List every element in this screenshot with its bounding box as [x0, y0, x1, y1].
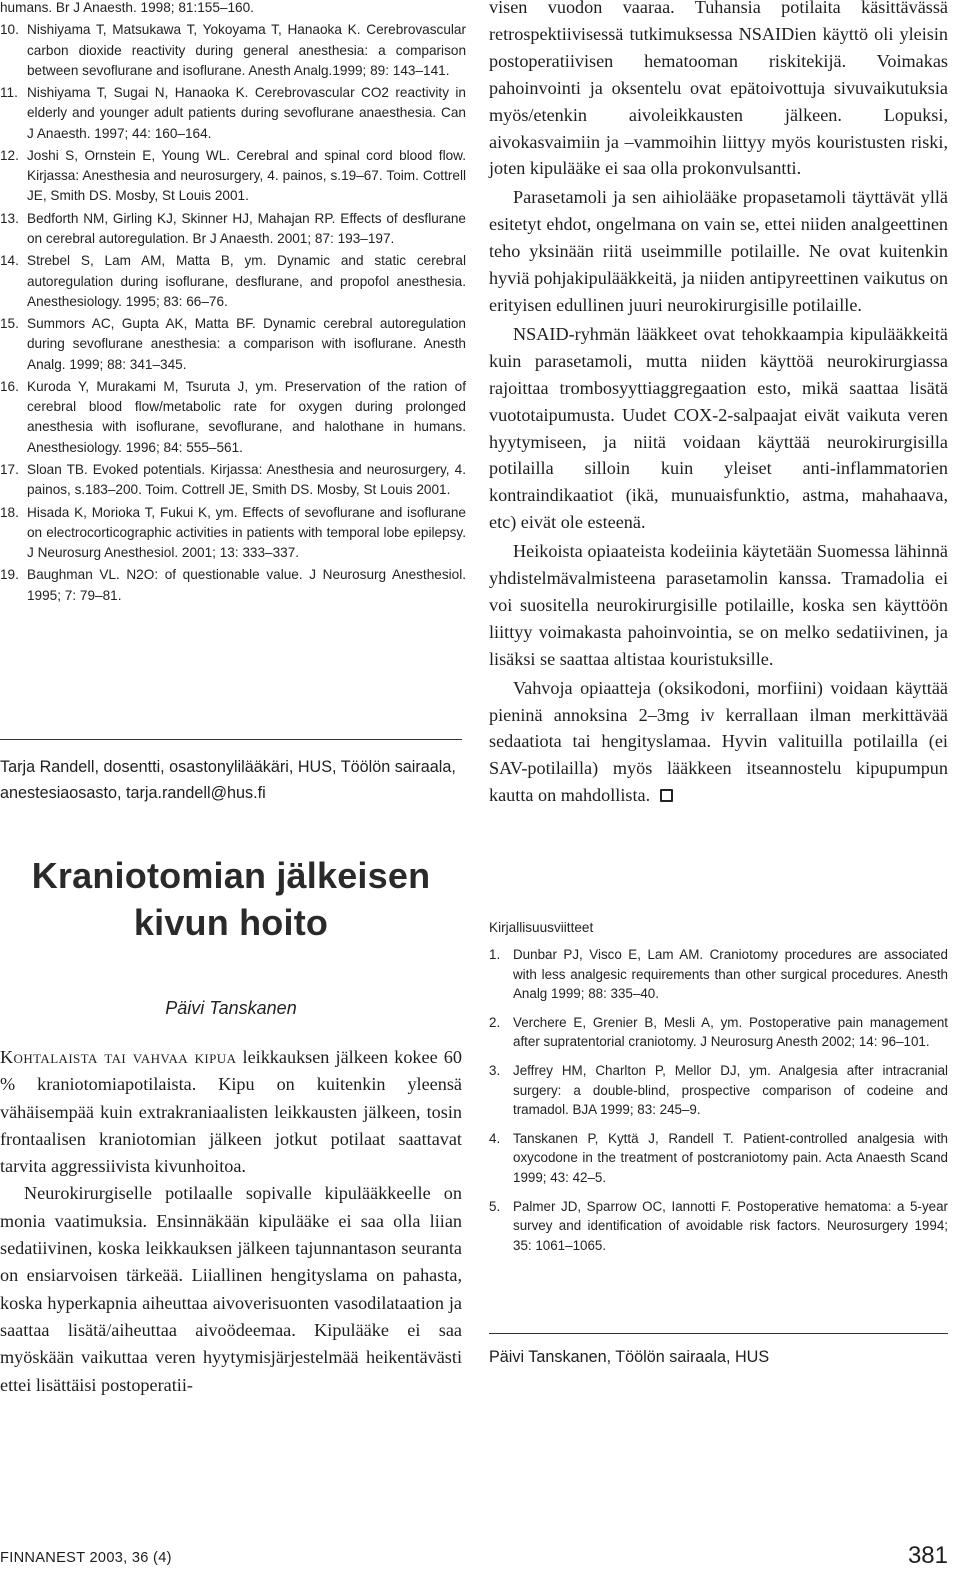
reference-number: 4. [489, 1130, 501, 1146]
reference-number: 15. [0, 316, 19, 332]
reference-item [0, 146, 466, 207]
reference-text: Jeffrey HM, Charlton P, Mellor DJ, ym. Analgesia after intracranial surgery: a double-blind, prospective comparison of codeine and tramadol. BJA 1999; 83: 245–9. [513, 1062, 948, 1118]
author-divider-right [489, 1333, 948, 1334]
reference-item [0, 377, 466, 458]
reference-number: 11. [0, 85, 18, 101]
references-heading: Kirjallisuusviitteet [489, 920, 594, 935]
reference-item [0, 0, 466, 18]
reference-text: Nishiyama T, Matsukawa T, Yokoyama T, Hanaoka K. Cerebrovascular carbon dioxide reactivity during general anesthesia: a comparison between sevoflurane and isoflurane. Anesth Analg.1999; 89: 143–141. [27, 22, 466, 78]
reference-item [0, 209, 466, 249]
reference-text: Tanskanen P, Kyttä J, Randell T. Patient-controlled analgesia with oxycodone in the treatment of postcraniotomy pain. Acta Anaesth Scand 1999; 43: 42–5. [513, 1130, 948, 1185]
reference-number: 19. [0, 567, 19, 583]
reference-number: 12. [0, 147, 19, 163]
body-paragraph-text: Vahvoja opiaatteja (oksikodoni, morfiini) voidaan käyttää pieninä annoksina 2–3mg iv kerrallaan ilman merkittävää sedaatiota tai hengityslamaa. Hyvin valituilla potilailla (ei SAV-potilailla) myös lääkkeen itseannostelu kipupumpun kautta on mahdollista. [489, 677, 948, 806]
body-paragraph: NSAID-ryhmän lääkkeet ovat tehokkaampia kipulääkkeitä kuin parasetamoli, mutta niiden käyttöä neurokirurgiassa rajoittaa trombosyyttiaggregaation esto, mikä saattaa lisätä vuototaipumusta. Uudet COX-2-salpaajat eivät vaikuta veren hyytymiseen, ja niitä voidaan käyttää neurokirurgisilla potilailla silloin kuin yleiset anti-inflammatorien kontraindikaatiot (ikä, munuaisfunktio, astma, mahahaava, etc) eivät ole esteenä. [489, 323, 948, 533]
body-paragraph: Neurokirurgiselle potilaalle sopivalle kipulääkkeelle on monia vaatimuksia. Ensinnäkään kipulääke ei saa olla liian sedatiivinen, koska leikkauksen jälkeen tajunnantason seuranta on ensiarvoisen tärkeää. Liiallinen hengityslama on pahasta, koska hyperkapnia aiheuttaa aivoverisuonten vasodilataation ja saattaa lisätä/aiheuttaa aivoödeemaa. Kipulääke ei saa myöskään vaikuttaa veren hyytymisjärjestelmää heikentävästi ettei lisättäisi postoperatii- [0, 1183, 462, 1395]
reference-item [0, 314, 466, 375]
reference-text: Kuroda Y, Murakami M, Tsuruta J, ym. Preservation of the ration of cerebral blood flow/metabolic rate for oxygen during prolonged anesthesia with isoflurane, sevoflurane, and halothane in humans. Anesthesiology. 1996; 84: 555–561. [27, 378, 466, 455]
article-author: Päivi Tanskanen [165, 998, 297, 1018]
reference-number: 3. [489, 1062, 501, 1078]
reference-text: Strebel S, Lam AM, Matta B, ym. Dynamic and static cerebral autoregulation during isoflurane, desflurane, and propofol anesthesia. Anesthesiology. 1995; 83: 66–76. [27, 253, 466, 309]
reference-text: Hisada K, Morioka T, Fukui K, ym. Effects of sevoflurane and isoflurane on electrocorticographic activities in patients with temporal lobe epilepsy. J Neurosurg Anesthesiol. 2001; 13: 333–337. [27, 504, 466, 560]
reference-item [489, 1129, 948, 1188]
reference-number: 1. [489, 947, 501, 962]
reference-item [0, 503, 466, 564]
author-divider-left [0, 739, 462, 740]
lead-paragraph [0, 1044, 462, 1180]
article-body-right [489, 0, 948, 811]
final-paragraph [489, 675, 948, 810]
end-of-article-icon [660, 789, 673, 802]
reference-text: Verchere E, Grenier B, Mesli A, ym. Postoperative pain management after supratentorial craniotomy. J Neurosurg Anesth 2002; 14: 96–101. [513, 1014, 948, 1050]
reference-number: 14. [0, 253, 19, 269]
reference-item [489, 1197, 948, 1256]
reference-item [0, 460, 466, 500]
reference-number: 17. [0, 461, 19, 477]
reference-item [0, 251, 466, 312]
reference-text: Nishiyama T, Sugai N, Hanaoka K. Cerebrovascular CO2 reactivity in elderly and younger adult patients during sevoflurane anaesthesia. Can J Anaesth. 1997; 44: 160–164. [27, 85, 466, 141]
reference-text: Dunbar PJ, Visco E, Lam AM. Craniotomy procedures are associated with less analgesic requirements than other surgical procedures. Anesth Analg 1999; 88: 335–40. [513, 947, 948, 1002]
reference-item [489, 1013, 948, 1052]
lead-smallcaps: Kohtalaista tai vahvaa kipua [0, 1047, 237, 1067]
reference-text: Palmer JD, Sparrow OC, Iannotti F. Postoperative hematoma: a 5-year survey and identification of avoidable risk factors. Neurosurgery 1994; 35: 1061–1065. [513, 1198, 948, 1253]
journal-footer: FINNANEST 2003, 36 (4) [0, 1550, 172, 1566]
reference-text: Joshi S, Ornstein E, Young WL. Cerebral and spinal cord blood flow. Kirjassa: Anesthesia and neurosurgery, 4. painos, s.19–67. Toim. Cottrell JE, Smith DS. Mosby, St Louis 2001. [27, 147, 466, 204]
page-number: 381 [907, 1542, 948, 1569]
reference-number: 10. [0, 22, 19, 38]
reference-number: 5. [489, 1198, 501, 1214]
reference-item [489, 1061, 948, 1120]
reference-text: Summors AC, Gupta AK, Matta BF. Dynamic cerebral autoregulation during sevoflurane anesthesia: a comparison with isoflurane. Anesth Analg. 1999; 88: 341–345. [27, 316, 466, 372]
reference-number: 2. [489, 1014, 501, 1030]
reference-text: Baughman VL. N2O: of questionable value. J Neurosurg Anesthesiol. 1995; 7: 79–81. [27, 567, 466, 603]
article-body-left [0, 1044, 462, 1399]
body-paragraph: visen vuodon vaaraa. Tuhansia potilaita käsittävässä retrospektiivisessä tutkimuksessa NSAIDien käyttö oli yleisin postoperatiivisen hematooman riskitekijä. Voimakas pahoinvointi ja oksentelu ovat epätoivottuja sivuvaikutuksia myös/etenkin aivoleikkausten jälkeen. Lopuksi, aivokasvaimiin ja –vammoihin liittyy myös kouristusten riski, joten kipulääke ei saa olla prokonvulsantti. [489, 0, 948, 179]
reference-item [0, 83, 466, 144]
article-reference-list [489, 945, 948, 1264]
reference-item [0, 565, 466, 605]
reference-text: humans. Br J Anaesth. 1998; 81:155–160. [0, 0, 254, 15]
previous-article-author-note: Tarja Randell, dosentti, osastonylilääkäri, HUS, Töölön sairaala, anestesiaosasto, tarja.randell@hus.fi [0, 758, 456, 802]
reference-number: 16. [0, 378, 19, 394]
reference-item [0, 20, 466, 81]
reference-item [489, 945, 948, 1004]
reference-text: Sloan TB. Evoked potentials. Kirjassa: Anesthesia and neurosurgery, 4. painos, s.183–200. Toim. Cottrell JE, Smith DS. Mosby, St Louis 2001. [27, 461, 466, 498]
reference-number: 13. [0, 210, 19, 226]
body-paragraph: Heikoista opiaateista kodeiinia käytetään Suomessa lähinnä yhdistelmävalmisteena parasetamolin kanssa. Tramadolia ei voi suositella neurokirurgisille potilaille, koska sen käyttöön liittyy voimakasta pahoinvointia, se on melko sedatiivinen, ja lisäksi se saattaa altistaa kouristuksille. [489, 541, 948, 669]
left-reference-list [0, 0, 466, 608]
body-paragraph: Parasetamoli ja sen aihiolääke propasetamoli täyttävät yllä esitetyt ehdot, ongelmana on vain se, ettei niiden analgeettinen teho yksinään riitä useimmille potilaille. Ne ovat kuitenkin hyviä pohjakipulääkkeitä, ja niiden antipyreettinen vaikutus on erityisen edullinen juuri neurokirurgisille potilaille. [489, 187, 948, 315]
article-title: Kraniotomian jälkeisen kivun hoito [31, 855, 431, 943]
reference-text: Bedforth NM, Girling KJ, Skinner HJ, Mahajan RP. Effects of desflurane on cerebral autoregulation. Br J Anaesth. 2001; 87: 193–197. [27, 210, 466, 246]
reference-number: 18. [0, 504, 19, 520]
lead-text: leikkauksen jälkeen kokee 60 % kraniotomiapotilaista. Kipu on kuitenkin yleensä vähäisempää kuin extrakraniaalisten leikkausten jälkeen, tosin frontaalisen kraniotomian jälkeen jotkut potilaat saattavat tarvita aggressiivista kivunhoitoa. [0, 1047, 462, 1177]
article-author-note: Päivi Tanskanen, Töölön sairaala, HUS [489, 1348, 770, 1366]
